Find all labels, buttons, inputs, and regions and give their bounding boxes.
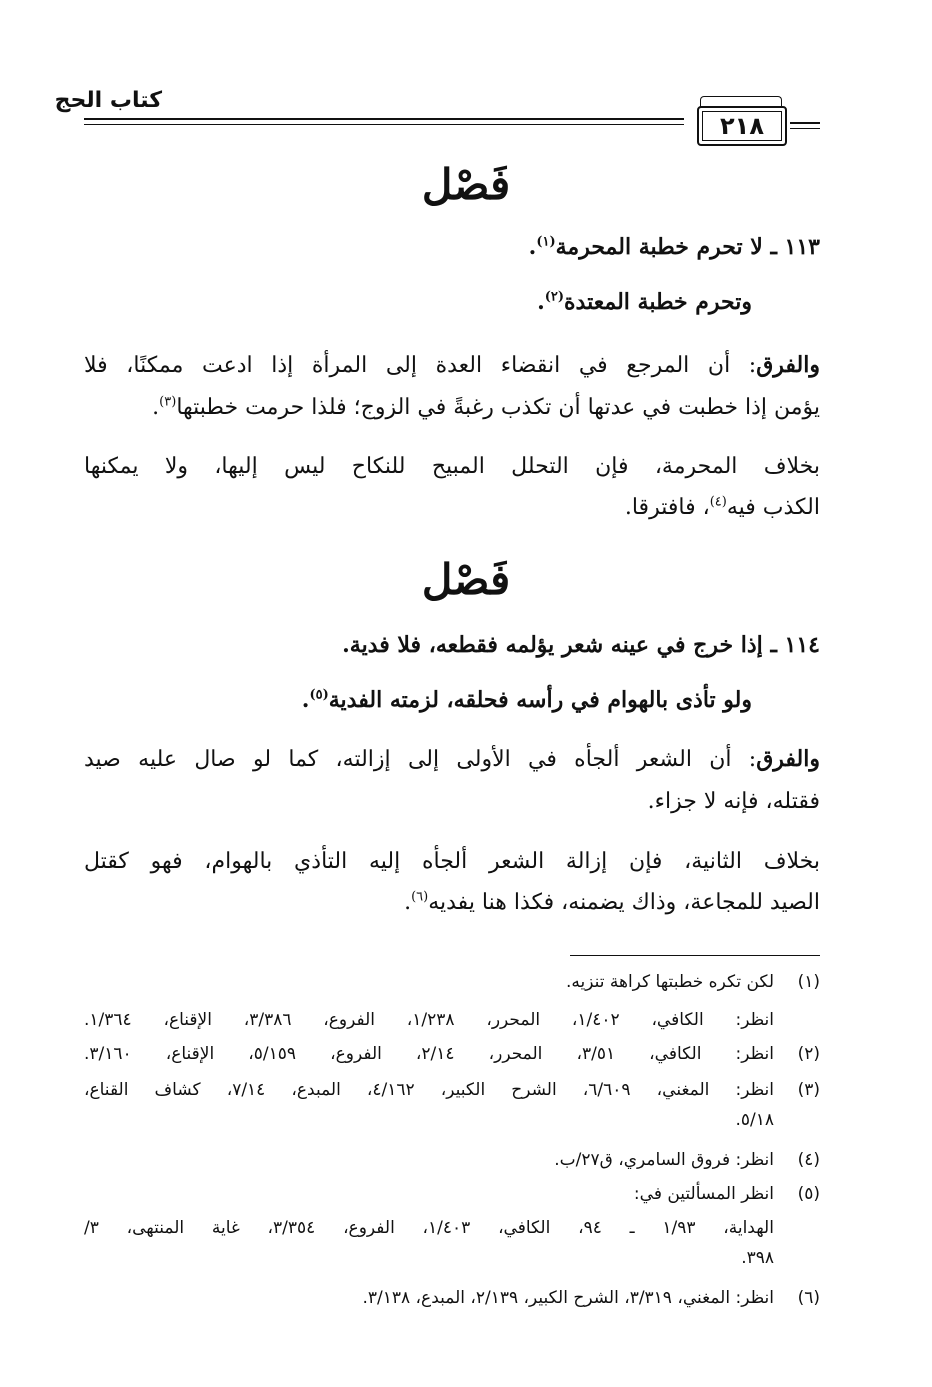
contrast-text: ولو تأذى بالهوام في رأسه فحلقه، لزمته الفدية: [328, 687, 752, 713]
footnote-number: (٤): [797, 1150, 820, 1170]
difference-text: : أن الشعر ألجأه في الأولى إلى إزالته، كما لو صال عليه صيد: [84, 747, 757, 772]
header-rule-right-thin: [790, 128, 820, 129]
footnote-text: الهداية، ١/٩٣ ـ ٩٤، الكافي، ١/٤٠٣، الفروع، ٣/٣٥٤، غاية المنتهى، ٣/: [84, 1218, 774, 1238]
difference-line-1: [84, 744, 820, 775]
paragraph-text: الكذب فيه: [726, 495, 820, 520]
footnote-ref: (١): [536, 234, 556, 250]
footnote-number: (٥): [797, 1184, 820, 1204]
difference-text-cont: يؤمن إذا خطبت في عدتها أن تكذب رغبةً في الزوج؛ فلذا حرمت خطبتها: [176, 395, 820, 420]
footnote-ref: (٦): [411, 889, 429, 905]
footnote-text: انظر: المغني، ٦/٦٠٩، الشرح الكبير، ٤/١٦٢، المبدع، ٧/١٤، كشاف القناع،: [84, 1080, 774, 1100]
difference-line-2: يؤمن إذا خطبت في عدتها أن تكذب رغبةً في الزوج؛ فلذا حرمت خطبتها$^{(٣)}$.: [152, 394, 820, 420]
paragraph-line: الصيد للمجاعة، وذاك يضمنه، فكذا هنا يفديه$^{(٦)}$.: [404, 889, 820, 915]
footnote-text: انظر المسألتين في:: [633, 1184, 774, 1204]
rule-text: لا تحرم خطبة المحرمة: [555, 234, 763, 260]
footnote-ref: (٤): [709, 494, 727, 510]
contrast-statement: ولو تأذى بالهوام في رأسه فحلقه، لزمته الفدية$^{(٥)}$.: [301, 687, 752, 713]
paragraph-text: الصيد للمجاعة، وذاك يضمنه، فكذا هنا يفديه: [428, 890, 820, 915]
header-rule-right: [790, 122, 820, 124]
header-rule-thin: [84, 124, 684, 125]
difference-line-2: [648, 787, 820, 817]
footnote-number: (٢): [797, 1044, 820, 1064]
paragraph-line: [84, 452, 820, 482]
header-rule: [84, 118, 684, 120]
footnote-text: لكن تكره خطبتها كراهة تنزيه.: [565, 972, 774, 992]
rule-number: ١١٤: [784, 632, 820, 658]
footnote-ref: (٢): [544, 289, 565, 305]
paragraph-text: بخلاف الثانية، فإن إزالة الشعر ألجأه إليه التأذي بالهوام، فهو كقتل: [84, 849, 820, 874]
footnote-number: (١): [797, 972, 820, 992]
footnote-text: ٣٩٨.: [741, 1248, 774, 1268]
running-header-title: كتاب الحج: [54, 88, 162, 113]
contrast-text: وتحرم خطبة المعتدة: [564, 289, 752, 315]
footnote-number: (٦): [797, 1288, 820, 1308]
footnote-number: (٣): [797, 1080, 820, 1100]
footnote-text: انظر: فروق السامري، ق٢٧/ب.: [554, 1150, 774, 1170]
footnote-ref: (٣): [159, 394, 177, 410]
paragraph-line: [625, 493, 820, 523]
rule-113: ١١٣ ـ لا تحرم خطبة المحرمة$^{(١)}$.: [528, 234, 820, 260]
difference-text: : أن المرجع في انقضاء العدة إلى المرأة إذا ادعت ممكنًا، فلا: [84, 353, 757, 378]
paragraph-line: [84, 847, 820, 877]
difference-text-cont: فقتله، فإنه لا جزاء.: [647, 789, 820, 814]
footnote-separator: [570, 955, 820, 956]
footnote-text: انظر: المغني، ٣/٣١٩، الشرح الكبير، ٢/١٣٩، المبدع، ٣/١٣٨.: [362, 1288, 774, 1308]
footnote-text: انظر: الكافي، ١/٤٠٢، المحرر، ١/٢٣٨، الفروع، ٣/٣٨٦، الإقناع، ١/٣٦٤.: [84, 1010, 774, 1030]
section-heading: فَصْل: [421, 160, 511, 209]
difference-label: والفرق: [756, 746, 820, 772]
difference-label: والفرق: [756, 352, 820, 378]
paragraph-text: ، فافترقا.: [624, 495, 710, 520]
difference-line-1: [84, 350, 820, 381]
rule-text: إذا خرج في عينه شعر يؤلمه فقطعه، فلا فدية.: [342, 632, 763, 658]
paragraph-text: بخلاف المحرمة، فإن التحلل المبيح للنكاح ليس إليها، ولا يمكنها: [84, 454, 820, 479]
footnote-ref: (٥): [309, 687, 329, 703]
rule-114: ١١٤ ـ إذا خرج في عينه شعر يؤلمه فقطعه، فلا فدية.: [342, 632, 820, 658]
rule-number: ١١٣: [784, 234, 820, 260]
section-heading: فَصْل: [421, 555, 511, 604]
footnote-text: ٥/١٨.: [735, 1110, 774, 1130]
contrast-statement: وتحرم خطبة المعتدة$^{(٢)}$.: [537, 289, 752, 315]
footnote-text: انظر: الكافي، ٣/٥١، المحرر، ٢/١٤، الفروع، ٥/١٥٩، الإقناع، ٣/١٦٠.: [84, 1044, 774, 1064]
page-number: ٢١٨: [697, 106, 787, 146]
